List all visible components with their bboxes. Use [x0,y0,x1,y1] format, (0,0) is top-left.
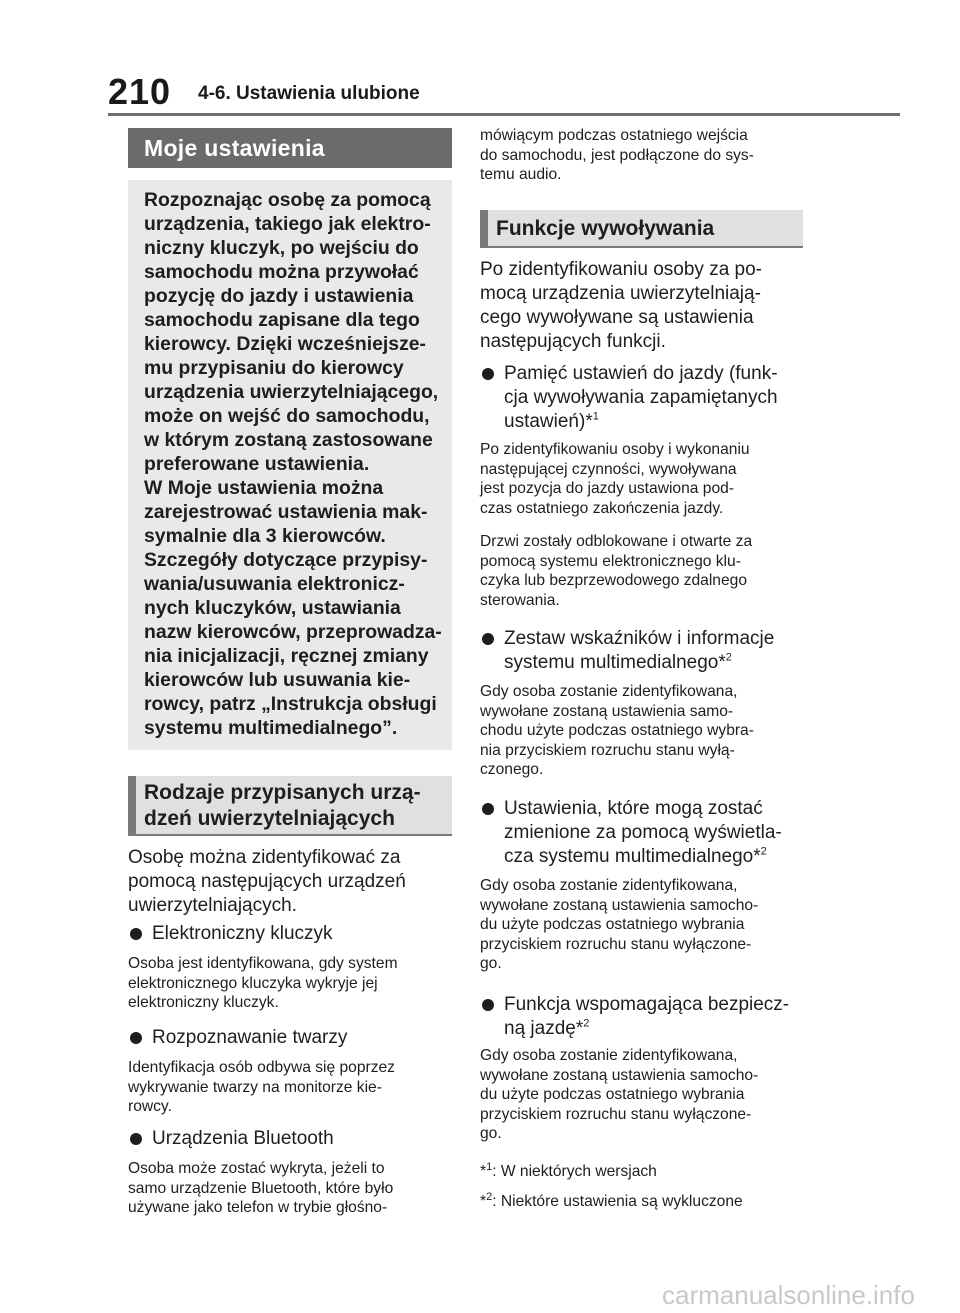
text-line: Gdy osoba zostanie zidentyfikowana, [480,877,738,894]
text-line: go. [480,1125,502,1143]
text-line: rowcy. [128,1098,172,1116]
footnote-ref: 2 [760,845,767,858]
summary-line: urządzenia, takiego jak elektro- [144,213,431,235]
bullet-desc [128,1058,452,1117]
list-item [480,362,803,434]
summary-line: Rozpoznając osobę za pomocą [144,189,431,211]
list-item [128,1127,452,1151]
text-line: cego wywoływane są ustawienia [480,307,754,328]
bullet-title [504,993,803,1041]
footnote-ref: 2 [725,651,732,664]
text-line: wykrywanie twarzy na monitorze kie- [128,1078,382,1096]
heading-auth-device-types [128,776,452,836]
bullet-desc [480,1046,803,1144]
bullet-desc [480,440,803,518]
text-line: pomocą systemu elektronicznego klu- [480,552,741,570]
summary-line: systemu multimedialnego”. [144,717,398,739]
bullet-line [504,651,803,675]
bullet-line: Zestaw wskaźników i informacje [504,628,775,649]
bullet-title [504,362,803,434]
text-line: Drzwi zostały odblokowane i otwarte za [480,533,753,550]
summary-line: w którym zostaną zastosowane [144,429,433,451]
list-item [480,627,803,675]
text-line: Osoba może zostać wykryta, jeżeli to [128,1160,385,1177]
heading-my-settings: Moje ustawienia [128,128,452,168]
text-line: Identyfikacja osób odbywa się poprzez [128,1059,395,1076]
text-line: wywołane zostaną ustawienia samocho- [480,896,759,914]
text-line: pomocą następujących urządzeń [128,871,406,892]
text-line: du użyte podczas ostatniego wybrania [480,916,745,934]
text-line: sterowania. [480,591,560,609]
text-line: jest pozycja do jazdy ustawiona pod- [480,480,734,498]
text-line: mówiącym podczas ostatniego wejścia [480,127,748,144]
text-line: go. [480,955,502,973]
footnote-1 [480,1162,803,1182]
heading-recall-functions: Funkcje wywoływania [480,210,803,248]
text-line: przyciskiem rozruchu stanu wyłączone- [480,935,752,953]
text-line: czyka lub bezprzewodowego zdalnego [480,572,747,590]
summary-line: samochodu zapisane dla tego [144,309,420,331]
bullet-icon [482,633,494,645]
text-line: do samochodu, jest podłączone do sys- [480,146,754,164]
footnote-number: 2 [486,1190,493,1203]
bullet-line-text: systemu multimedialnego* [504,652,726,673]
bullet-line: Funkcja wspomagająca bezpiecz- [504,994,790,1015]
summary-line: kierowcy. Dzięki wcześniejsze- [144,333,427,355]
bullet-title: Urządzenia Bluetooth [152,1128,334,1149]
text-line: elektroniczny kluczyk. [128,994,279,1012]
bullet-line [504,845,803,869]
summary-line: rowcy, patrz „Instrukcja obsługi [144,693,437,715]
recall-intro [480,258,803,354]
summary-box [128,180,452,750]
continuation-text [480,126,803,185]
text-line: Osoba jest identyfikowana, gdy system [128,955,398,972]
watermark: carmanualsonline.info [662,1280,915,1310]
footnote-number: 1 [486,1160,493,1173]
summary-line: urządzenia uwierzytelniającego, [144,381,439,403]
text-line: wywołane zostaną ustawienia samocho- [480,1066,759,1084]
text-line: samo urządzenie Bluetooth, które było [128,1179,394,1197]
summary-line: W Moje ustawienia można [144,477,384,499]
list-item [480,993,803,1041]
list-item [128,922,452,946]
text-line: czonego. [480,761,544,779]
bullet-icon [130,1032,142,1044]
list-item [128,1026,452,1050]
footnote-text: : Niektóre ustawienia są wykluczone [492,1193,743,1210]
text-line: chodu użyte podczas ostatniego wybra- [480,722,754,740]
footnote-ref: 2 [583,1017,590,1030]
text-line: czas ostatniego zakończenia jazdy. [480,499,724,517]
bullet-desc [128,1159,452,1218]
heading-line: Rodzaje przypisanych urzą- [144,781,421,804]
bullet-title [504,627,803,675]
bullet-icon [482,803,494,815]
bullet-desc [128,954,452,1013]
text-line: Osobę można zidentyfikować za [128,847,401,868]
footnote-mark: * [480,1163,487,1180]
bullet-line-text: cza systemu multimedialnego* [504,846,761,867]
bullet-line [504,1017,803,1041]
text-line: Po zidentyfikowaniu osoby i wykonaniu [480,441,750,458]
bullet-title: Rozpoznawanie twarzy [152,1027,348,1048]
bullet-desc [480,532,803,610]
bullet-icon [130,928,142,940]
text-line: temu audio. [480,166,562,184]
text-line: mocą urządzenia uwierzytelniają- [480,283,761,304]
list-item [480,797,803,869]
bullet-title: Elektroniczny kluczyk [152,923,333,944]
text-line: Gdy osoba zostanie zidentyfikowana, [480,683,738,700]
bullet-desc [480,682,803,780]
summary-line: może on wejść do samochodu, [144,405,430,427]
bullet-icon [482,999,494,1011]
text-line: elektronicznego kluczyka wykryje jej [128,974,378,992]
bullet-line [504,410,803,434]
bullet-line: zmienione za pomocą wyświetla- [504,822,782,843]
footnote-2 [480,1192,803,1212]
summary-line: kierowców lub usuwania kie- [144,669,411,691]
summary-line: samochodu można przywołać [144,261,419,283]
text-line: uwierzytelniających. [128,895,297,916]
summary-line: preferowane ustawienia. [144,453,370,475]
bullet-line: Pamięć ustawień do jazdy (funk- [504,363,778,384]
bullet-icon [482,368,494,380]
summary-line: zarejestrować ustawienia mak- [144,501,428,523]
summary-line: symalnie dla 3 kierowców. [144,525,386,547]
summary-line: pozycję do jazdy i ustawienia [144,285,414,307]
footnote-mark: * [480,1193,487,1210]
header-rule [108,113,900,116]
bullet-line: Ustawienia, które mogą zostać [504,798,763,819]
text-line: następującej czynności, wywoływana [480,460,737,478]
bullet-line-text: ustawień)* [504,411,593,432]
bullet-icon [130,1133,142,1145]
summary-line: mu przypisaniu do kierowcy [144,357,404,379]
footnote-ref: 1 [592,410,599,423]
bullet-line-text: ną jazdę* [504,1018,584,1039]
section-path: 4-6. Ustawienia ulubione [198,83,420,104]
summary-line: nazw kierowców, przeprowadza- [144,621,442,643]
summary-line: nych kluczyków, ustawiania [144,597,401,619]
summary-line: niczny kluczyk, po wejściu do [144,237,419,259]
bullet-desc [480,876,803,974]
summary-line: wania/usuwania elektronicz- [144,573,405,595]
page-number: 210 [108,71,172,112]
types-intro [128,846,452,918]
footnote-text: : W niektórych wersjach [492,1163,657,1180]
text-line: Gdy osoba zostanie zidentyfikowana, [480,1047,738,1064]
text-line: Po zidentyfikowaniu osoby za po- [480,259,762,280]
summary-line: Szczegóły dotyczące przypisy- [144,549,428,571]
bullet-line: cja wywoływania zapamiętanych [504,387,778,408]
text-line: nia przyciskiem rozruchu stanu wyłą- [480,741,735,759]
summary-line: nia inicjalizacji, ręcznej zmiany [144,645,429,667]
text-line: przyciskiem rozruchu stanu wyłączone- [480,1105,752,1123]
heading-line: dzeń uwierzytelniających [144,807,395,830]
text-line: następujących funkcji. [480,331,666,352]
text-line: używane jako telefon w trybie głośno- [128,1199,388,1217]
text-line: wywołane zostaną ustawienia samo- [480,702,734,720]
bullet-title [504,797,803,869]
text-line: du użyte podczas ostatniego wybrania [480,1086,745,1104]
page-header [0,0,960,120]
